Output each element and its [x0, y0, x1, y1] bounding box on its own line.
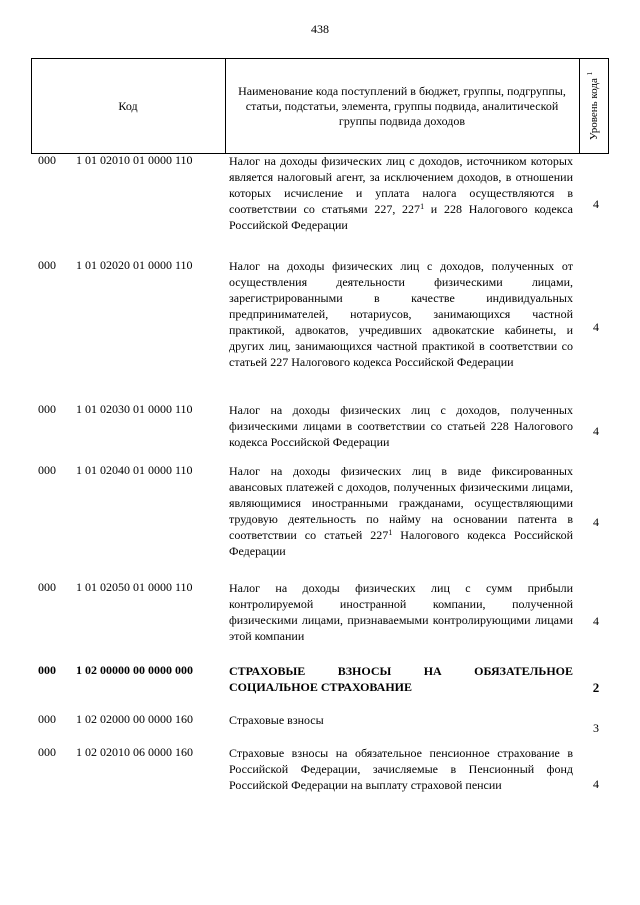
budget-code: 1 01 02050 01 0000 110 [76, 580, 193, 594]
admin-code: 000 [38, 580, 56, 594]
budget-code: 1 01 02030 01 0000 110 [76, 402, 193, 416]
budget-code: 1 02 00000 00 0000 000 [76, 663, 193, 677]
table-header [31, 58, 609, 154]
header-level [579, 58, 609, 154]
admin-code: 000 [38, 153, 56, 167]
budget-code: 1 01 02010 01 0000 110 [76, 153, 193, 167]
page-number: 438 [311, 22, 329, 36]
header-name: Наименование кода поступлений в бюджет, группы, подгруппы, статьи, подстатьи, элемента, группы подвида, аналитической группы подвида доходов [238, 83, 566, 128]
level-value: 4 [593, 614, 599, 628]
level-value: 3 [593, 721, 599, 735]
row-description: Налог на доходы физических лиц с доходов, полученных от осуществления деятельности физическими лицами, зарегистрированными в качестве индивидуальных предпринимателей, нотариусов, занимающихся частной практикой, адвокатов, учредивших адвокатские кабинеты, и других лиц, занимающихся частной практикой в соответствии со статьей 227 Налогового кодекса Российской Федерации [229, 259, 573, 369]
admin-code: 000 [38, 745, 56, 759]
level-value: 4 [593, 197, 599, 211]
admin-code: 000 [38, 663, 56, 677]
admin-code: 000 [38, 402, 56, 416]
row-description: Налог на доходы физических лиц в виде фиксированных авансовых платежей с доходов, полученных физическими лицами, являющимися иностранными гражданами, осуществляющими трудовую деятельность по найму на основании патента в соответствии со статьей $227^1$ Налогового кодекса Российской Федерации [229, 464, 573, 558]
row-description: Страховые взносы [229, 713, 324, 727]
header-level-label: Уровень кода $^1$ [586, 71, 600, 141]
admin-code: 000 [38, 258, 56, 272]
row-description: Страховые взносы на обязательное пенсионное страхование в Российской Федерации, зачисляемые в Пенсионный фонд Российской Федерации на выплату страховой пенсии [229, 746, 573, 792]
budget-code: 1 01 02020 01 0000 110 [76, 258, 193, 272]
budget-code: 1 01 02040 01 0000 110 [76, 463, 193, 477]
row-description: Налог на доходы физических лиц с сумм прибыли контролируемой иностранной компании, полученной физическими лицами, признаваемыми контролирующими лицами этой компании [229, 581, 573, 643]
budget-code: 1 02 02000 00 0000 160 [76, 712, 193, 726]
row-description: Налог на доходы физических лиц с доходов, полученных физическими лицами в соответствии со статьей 228 Налогового кодекса Российской Федерации [229, 403, 573, 449]
row-description: Налог на доходы физических лиц с доходов, источником которых является налоговый агент, за исключением доходов, в отношении которых исчисление и уплата налога осуществляются в соответствии со статьями 227, $227^1$ и 228 Налогового кодекса Российской Федерации [229, 154, 573, 232]
header-code: Код [118, 98, 138, 113]
admin-code: 000 [38, 463, 56, 477]
admin-code: 000 [38, 712, 56, 726]
level-value: 4 [593, 777, 599, 791]
budget-code: 1 02 02010 06 0000 160 [76, 745, 193, 759]
level-value: 4 [593, 515, 599, 529]
level-value: 4 [593, 320, 599, 334]
level-value: 2 [592, 680, 600, 695]
level-value: 4 [593, 424, 599, 438]
row-description: СТРАХОВЫЕ ВЗНОСЫ НА ОБЯЗАТЕЛЬНОЕ СОЦИАЛЬНОЕ СТРАХОВАНИЕ [229, 664, 573, 694]
